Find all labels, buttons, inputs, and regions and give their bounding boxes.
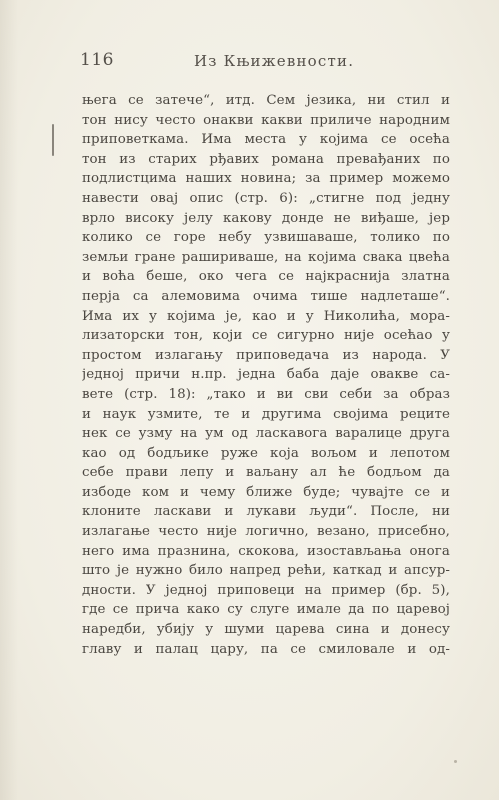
text-line: тон из старих рђавих романа превађаних по: [82, 151, 450, 167]
text-line: тон нису често онакви какви приличе народним: [82, 112, 450, 128]
text-line: њега се затече“, итд. Сем језика, ни стил и: [82, 93, 450, 108]
page-edge-shadow: [0, 0, 18, 800]
text-line: врло високу јелу какову донде не виђаше, јер: [82, 210, 450, 226]
page-number: 116: [80, 50, 114, 70]
text-line: једној причи н.пр. једна баба даје овакве са-: [82, 367, 450, 383]
text-line: избоде ком и чему ближе буде; чувајте се и: [82, 484, 450, 500]
text-line: и наук узмите, те и другима својима реците: [82, 406, 450, 422]
text-line: Има их у којима је, као и у Николића, мора-: [82, 308, 450, 324]
text-line: и воћа беше, око чега се најкраснија златна: [82, 269, 450, 285]
text-line: излагање често није логично, везано, присебно,: [82, 524, 450, 540]
text-line: где се прича како су слуге имале да по царевој: [82, 602, 450, 618]
text-line: вете (стр. 18): „тако и ви сви себи за образ: [82, 386, 450, 402]
text-line: приповеткама. Има места у којима се осећа: [82, 132, 450, 148]
text-line: лизаторски тон, који се сигурно није осећао у: [82, 328, 450, 344]
text-line: него има празнина, скокова, изостављања онога: [82, 543, 450, 559]
text-line: клоните ласкави и лукави људи“. После, ни: [82, 504, 450, 520]
text-line: простом излагању приповедача из народа. У: [82, 347, 450, 363]
running-head: Из Књижевности.: [194, 52, 355, 70]
body-text: [82, 91, 450, 659]
text-line: перја са алемовима очима тише надлеташе“.: [82, 288, 450, 304]
text-line: као од бодљике руже која вољом и лепотом: [82, 445, 450, 461]
text-line: што је нужно било напред рећи, каткад и апсур-: [82, 563, 450, 579]
text-line: земљи гране рашириваше, на којима свака цвећа: [82, 249, 450, 265]
margin-pencil-mark: [52, 124, 54, 156]
page-header: [0, 50, 499, 74]
text-line: главу и палац цару, па се смиловале и од-: [82, 641, 450, 657]
text-line: наредби, убију у шуми царева сина и донесу: [82, 622, 450, 638]
text-line: подлистцима наших новина; за пример можемо: [82, 171, 450, 187]
text-line: себе прави лепу и ваљану ал ће бодљом да: [82, 465, 450, 481]
paper-speck: [454, 760, 457, 763]
text-line: нек се узму на ум од ласкавога варалице друга: [82, 426, 450, 442]
text-line: навести овај опис (стр. 6): „стигне под једну: [82, 190, 450, 206]
text-line: дности. У једној приповеци на пример (бр. 5),: [82, 582, 450, 598]
text-line: колико се горе небу узвишаваше, толико по: [82, 230, 450, 246]
